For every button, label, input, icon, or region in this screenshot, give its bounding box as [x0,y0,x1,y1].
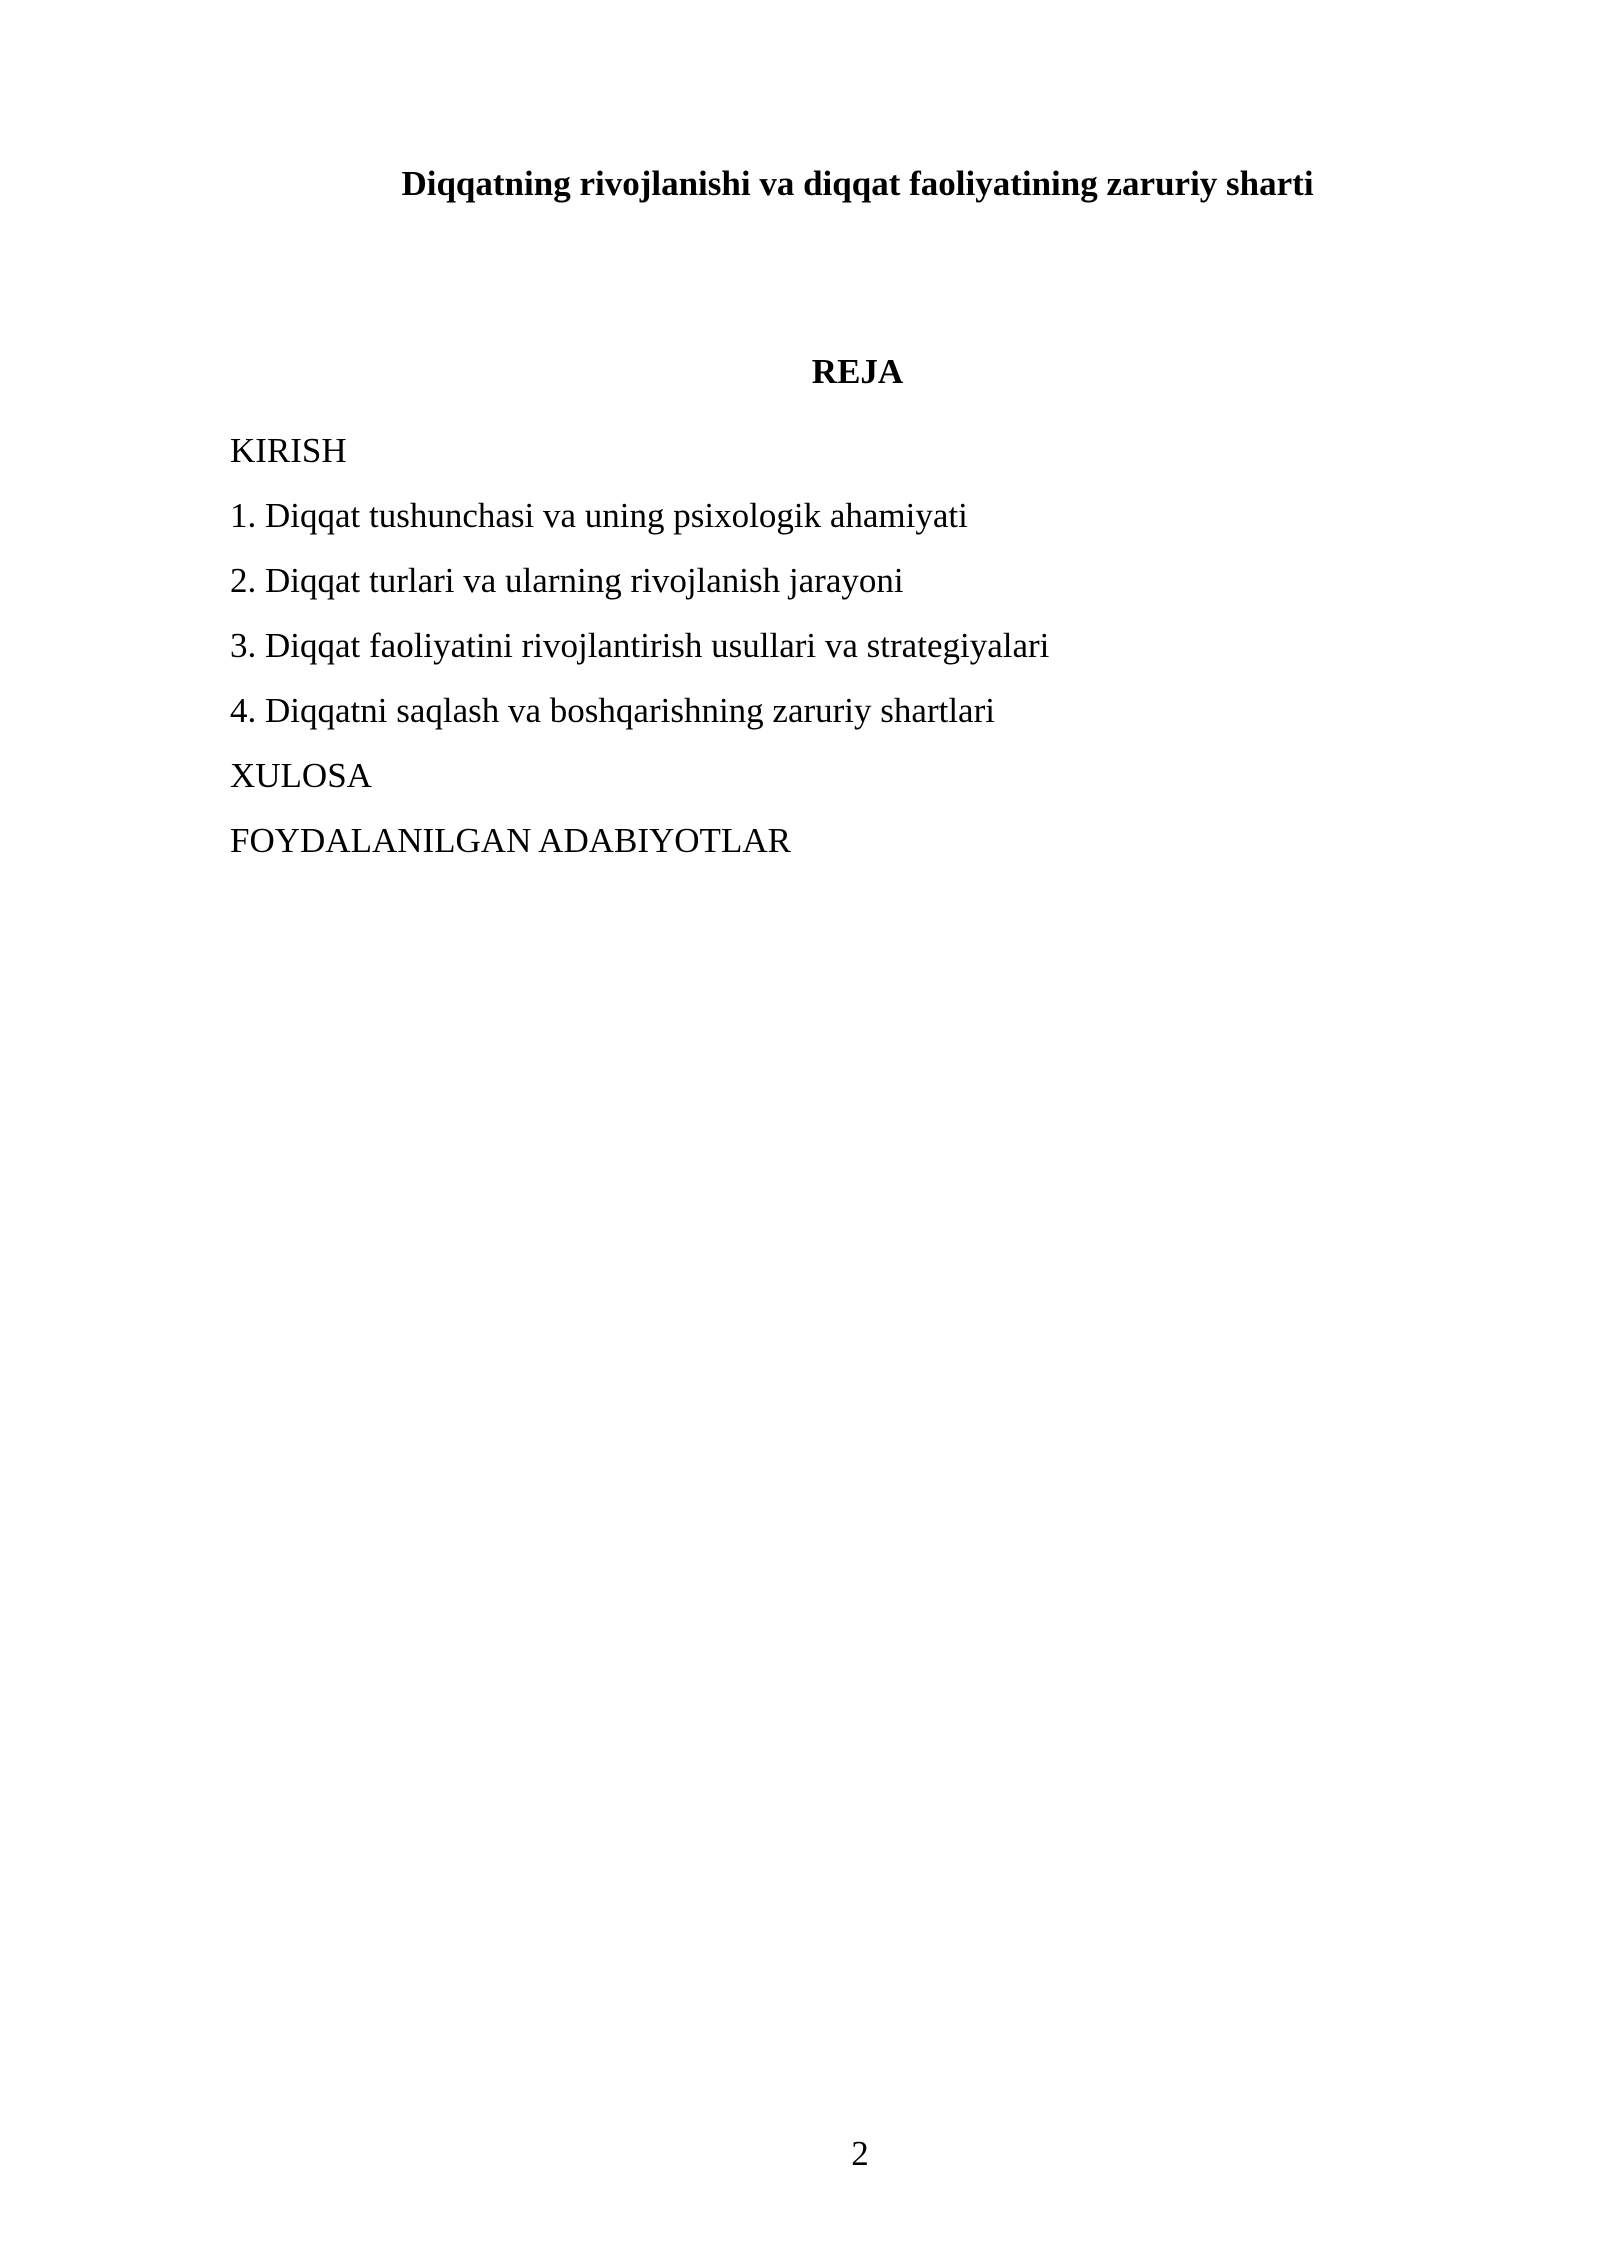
plan-item-references: FOYDALANILGAN ADABIYOTLAR [230,821,791,860]
plan-list [230,418,1430,873]
plan-item-introduction: KIRISH [230,431,347,470]
plan-item-4: 4. Diqqatni saqlash va boshqarishning zaruriy shartlari [230,691,995,730]
page-number: 2 [851,2134,869,2173]
plan-item-conclusion: XULOSA [230,756,372,795]
document-title: Diqqatning rivojlanishi va diqqat faoliyatining zaruriy sharti [401,164,1314,203]
plan-item-2: 2. Diqqat turlari va ularning rivojlanish jarayoni [230,561,904,600]
plan-item-3: 3. Diqqat faoliyatini rivojlantirish usullari va strategiyalari [230,626,1050,665]
plan-item-1: 1. Diqqat tushunchasi va uning psixologik ahamiyati [230,496,968,535]
plan-heading: REJA [811,352,904,391]
